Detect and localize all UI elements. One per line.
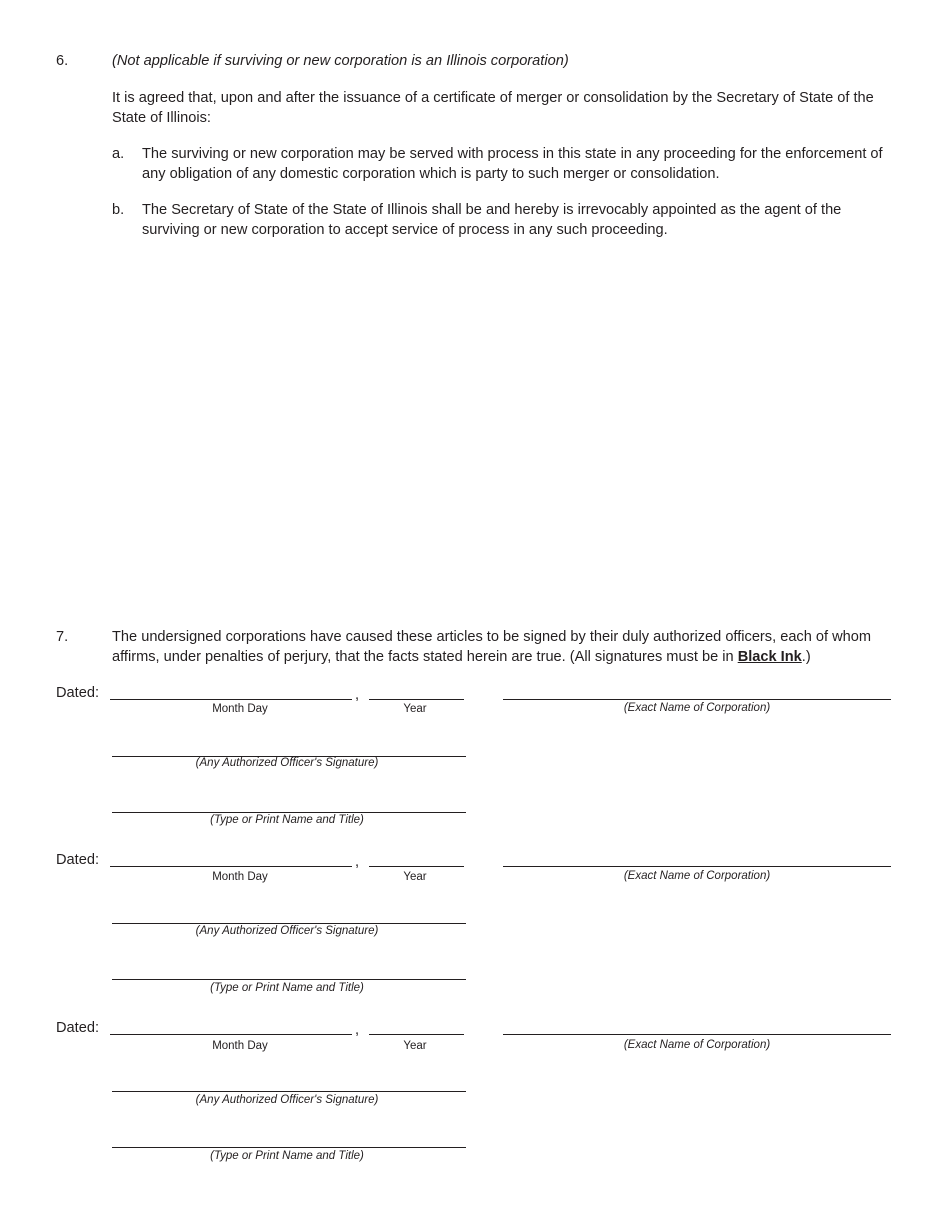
year-field[interactable]: [369, 849, 464, 867]
dated-label: Dated:: [56, 852, 99, 868]
year-caption: Year: [403, 871, 427, 883]
print-name-caption: (Type or Print Name and Title): [210, 814, 364, 826]
dated-label: Dated:: [56, 685, 99, 701]
print-name-caption: (Type or Print Name and Title): [210, 1150, 364, 1162]
print-name-field[interactable]: [112, 962, 466, 980]
section-7-text-before: The undersigned corporations have caused these articles to be signed by their duly authorized officers, each of whom affirms, under penalties of perjury, that the facts stated herein are true. (All signatures must be in: [112, 629, 872, 665]
section-7-text: [112, 628, 897, 667]
month-day-caption: Month Day: [212, 703, 268, 715]
officer-signature-field[interactable]: [112, 906, 466, 924]
section-6-number: 6.: [56, 53, 69, 69]
item-a-marker: a.: [112, 146, 125, 162]
section-6-intro: It is agreed that, upon and after the issuance of a certificate of merger or consolidation by the Secretary of State of the State of Illinois:: [112, 90, 874, 126]
corporation-name-field[interactable]: [503, 1017, 891, 1035]
officer-signature-caption: (Any Authorized Officer's Signature): [195, 757, 379, 769]
year-line: [369, 866, 464, 867]
corporation-name-field[interactable]: [503, 849, 891, 867]
date-comma: ,: [355, 687, 360, 703]
corporation-name-caption: (Exact Name of Corporation): [623, 1039, 771, 1051]
corporation-name-field[interactable]: [503, 682, 891, 700]
corporation-name-line: [503, 1034, 891, 1035]
officer-signature-field[interactable]: [112, 739, 466, 757]
year-line: [369, 1034, 464, 1035]
item-b-text: The Secretary of State of the State of Illinois shall be and hereby is irrevocably appointed as the agent of the surviving or new corporation to accept service of process in any such proceeding.: [142, 202, 842, 238]
print-name-line: [112, 812, 466, 813]
print-name-field[interactable]: [112, 795, 466, 813]
corporation-name-caption: (Exact Name of Corporation): [623, 702, 771, 714]
officer-signature-caption: (Any Authorized Officer's Signature): [195, 925, 379, 937]
print-name-line: [112, 1147, 466, 1148]
year-caption: Year: [403, 1040, 427, 1052]
month-day-field[interactable]: [110, 849, 352, 867]
corporation-name-caption: (Exact Name of Corporation): [623, 870, 771, 882]
month-day-line: [110, 1034, 352, 1035]
dated-label: Dated:: [56, 1020, 99, 1036]
year-field[interactable]: [369, 682, 464, 700]
date-comma: ,: [355, 1022, 360, 1038]
item-b-marker: b.: [112, 202, 125, 218]
officer-signature-line: [112, 1091, 466, 1092]
black-ink-emphasis: Black Ink: [737, 648, 802, 665]
month-day-line: [110, 699, 352, 700]
date-comma: ,: [355, 854, 360, 870]
print-name-caption: (Type or Print Name and Title): [210, 982, 364, 994]
officer-signature-line: [112, 923, 466, 924]
section-6-note: (Not applicable if surviving or new corporation is an Illinois corporation): [112, 53, 569, 69]
year-line: [369, 699, 464, 700]
corporation-name-line: [503, 699, 891, 700]
month-day-caption: Month Day: [212, 1040, 268, 1052]
item-a-text: The surviving or new corporation may be served with process in this state in any proceeding for the enforcement of any obligation of any domestic corporation which is party to such merger or consolidation.: [142, 146, 883, 182]
section-7-text-after: .): [801, 648, 811, 665]
month-day-field[interactable]: [110, 1017, 352, 1035]
section-7-number: 7.: [56, 629, 69, 645]
month-day-field[interactable]: [110, 682, 352, 700]
year-caption: Year: [403, 703, 427, 715]
print-name-field[interactable]: [112, 1130, 466, 1148]
month-day-line: [110, 866, 352, 867]
month-day-caption: Month Day: [212, 871, 268, 883]
print-name-line: [112, 979, 466, 980]
officer-signature-caption: (Any Authorized Officer's Signature): [195, 1094, 379, 1106]
year-field[interactable]: [369, 1017, 464, 1035]
corporation-name-line: [503, 866, 891, 867]
officer-signature-field[interactable]: [112, 1074, 466, 1092]
